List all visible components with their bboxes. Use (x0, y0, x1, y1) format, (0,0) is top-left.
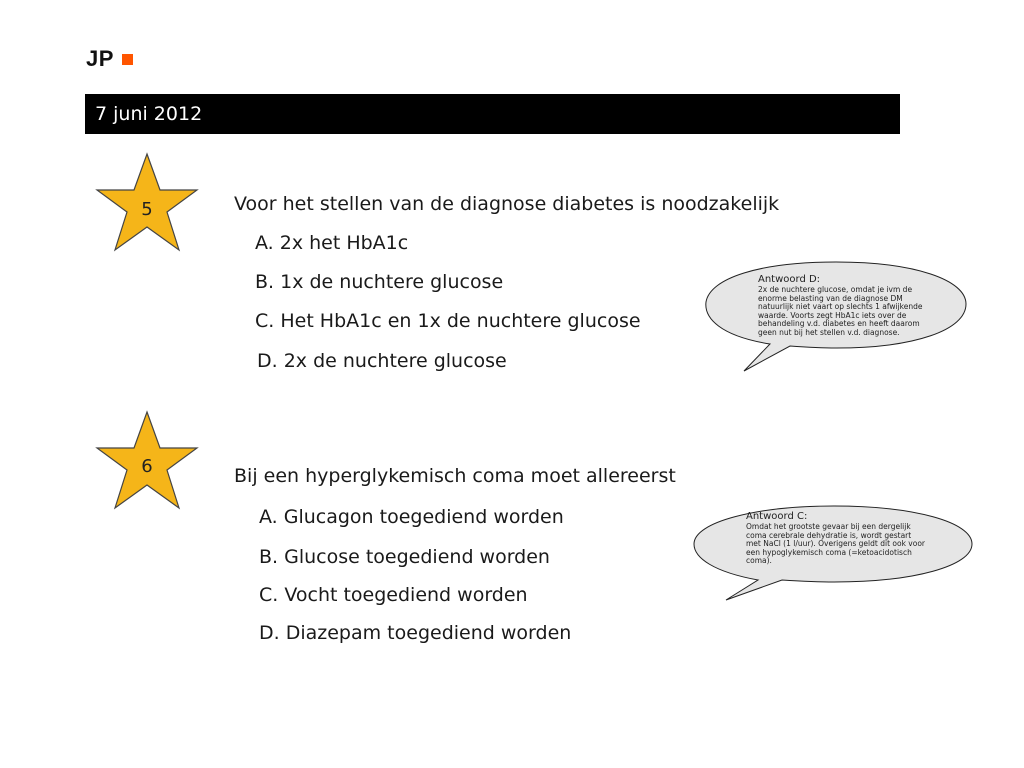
answer-explanation: 2x de nuchtere glucose, omdat je ivm de enorme belasting van de diagnose DM natuurlijk niet vaart op slechts 1 afwijkende waarde. Voorts zegt HbA1c iets over de behandeling v.d. diabetes en heeft daarom geen nut bij het stellen v.d. diagnose. (758, 285, 923, 337)
answer-callout (686, 500, 978, 602)
answer-option-c: C. Het HbA1c en 1x de nuchtere glucose (255, 310, 641, 332)
answer-title: Antwoord D: (758, 274, 821, 285)
date-bar (85, 94, 900, 134)
question-text: Bij een hyperglykemisch coma moet allereerst (234, 465, 676, 487)
answer-title: Antwoord C: (746, 511, 808, 522)
question-text: Voor het stellen van de diagnose diabetes is noodzakelijk (234, 193, 780, 215)
question-number: 6 (141, 456, 153, 477)
answer-option-c: C. Vocht toegediend worden (259, 584, 528, 606)
question-number-star (95, 152, 199, 256)
question-number-star (95, 410, 199, 514)
logo-text: JP (86, 46, 114, 71)
answer-explanation: Omdat het grootste gevaar bij een dergelijk coma cerebrale dehydratie is, wordt gestart met NaCl (1 l/uur). Overigens geldt dit ook voor een hypoglykemisch coma (=ketoacidotisch coma). (746, 522, 925, 566)
answer-option-d: D. 2x de nuchtere glucose (257, 350, 507, 372)
answer-option-b: B. Glucose toegediend worden (259, 546, 550, 568)
answer-option-b: B. 1x de nuchtere glucose (255, 271, 504, 293)
answer-option-d: D. Diazepam toegediend worden (259, 622, 572, 644)
question-number: 5 (141, 199, 153, 220)
logo (86, 46, 133, 72)
date-label: 7 juni 2012 (95, 103, 203, 125)
answer-callout (700, 258, 972, 374)
logo-square-icon (122, 54, 133, 65)
answer-option-a: A. 2x het HbA1c (255, 232, 409, 254)
answer-option-a: A. Glucagon toegediend worden (259, 506, 564, 528)
